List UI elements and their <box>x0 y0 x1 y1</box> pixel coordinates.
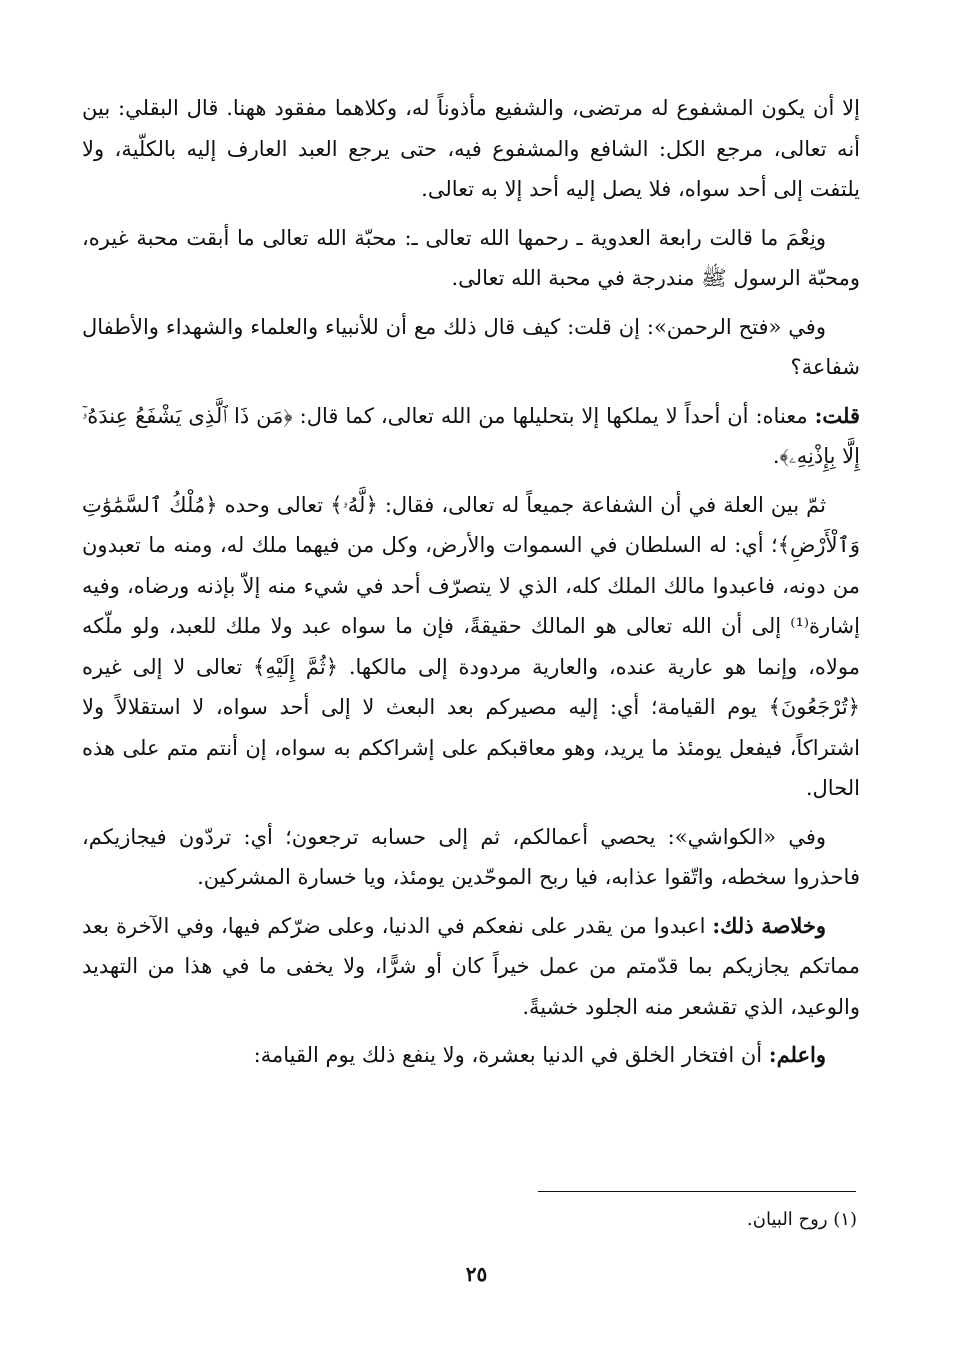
paragraph-illa: ثمّ بين العلة في أن الشفاعة جميعاً له تعالى، فقال: ﴿لَّهُۥ﴾ تعالى وحده ﴿مُلْكُ ٱلسَّمَٰوَٰتِ وَٱلْأَرْضِ﴾؛ أي: له السلطان في السموات والأرض، وكل من فيهما ملك له، ومنه ما تعبدون من دونه، فاعبدوا مالك الملك كله، الذي لا يتصرّف أحد في شيء منه إلاّ بإذنه ورضاه، وفيه إشارة⁽¹⁾ إلى أن الله تعالى هو المالك حقيقةً، فإن ما سواه عبد ولا ملك للعبد، ولو ملّكه مولاه، وإنما هو عارية عنده، والعارية مردودة إلى مالكها. ﴿ثُمَّ إِلَيْهِ﴾ تعالى لا إلى غيره ﴿تُرْجَعُونَ﴾ يوم القيامة؛ أي: إليه مصيركم بعد البعث لا إلى أحد سواه، لا استقلالاً ولا اشتراكاً، فيفعل يومئذ ما يريد، وهو معاقبكم على إشراككم به سواه، إن أنتم متم على هذه الحال. <box>82 492 860 800</box>
paragraph-khulasa <box>82 906 860 1028</box>
qult-label: قلت: <box>814 402 860 428</box>
khulasa-label: وخلاصة ذلك: <box>712 912 826 938</box>
footnote-separator <box>538 1191 856 1192</box>
khulasa-text: اعبدوا من يقدر على نفعكم في الدنيا، وعلى ضرّكم فيها، وفي الآخرة بعد مماتكم يجازيكم بما قدّمتم من عمل خيراً كان أو شرًّا، ولا يخفى ما في هذا من التهديد والوعيد، الذي تقشعر منه الجلود خشيةً. <box>82 913 860 1019</box>
footnote-text: روح البيان. <box>747 1209 828 1230</box>
paragraph-qult <box>82 396 860 477</box>
paragraph-waalam <box>82 1035 860 1076</box>
main-text <box>82 88 860 1084</box>
qult-text: معناه: أن أحداً لا يملكها إلا بتحليلها من الله تعالى، كما قال: ﴿مَن ذَا ٱلَّذِى يَشْفَعُ عِندَهُۥٓ إِلَّا بِإِذْنِهِۦ﴾. <box>82 403 860 468</box>
waalam-label: واعلم: <box>768 1042 826 1067</box>
footnote <box>747 1205 857 1235</box>
paragraph-rabia: ونِعْمَ ما قالت رابعة العدوية ـ رحمها الله تعالى ـ: محبّة الله تعالى ما أبقت محبة غيره، ومحبّة الرسول ﷺ مندرجة في محبة الله تعالى. <box>82 225 860 290</box>
paragraph-kawashi: وفي «الكواشي»: يحصي أعمالكم، ثم إلى حسابه ترجعون؛ أي: تردّون فيجازيكم، فاحذروا سخطه، واتّقوا عذابه، فيا ربح الموحّدين يومئذ، ويا خسارة المشركين. <box>82 824 860 889</box>
waalam-text: أن افتخار الخلق في الدنيا بعشرة، ولا ينفع ذلك يوم القيامة: <box>253 1043 763 1067</box>
paragraph-intercession: إلا أن يكون المشفوع له مرتضى، والشفيع مأذوناً له، وكلاهما مفقود ههنا. قال البقلي: بين أنه تعالى، مرجع الكل: الشافع والمشفوع فيه، حتى يرجع العبد العارف إليه بالكلّية، ولا يلتفت إلى أحد سواه، فلا يصل إليه أحد إلا به تعالى. <box>82 96 860 201</box>
footnote-marker: (١) <box>833 1209 857 1230</box>
page-number: ٢٥ <box>465 1262 488 1286</box>
paragraph-fath-al-rahman: وفي «فتح الرحمن»: إن قلت: كيف قال ذلك مع أن للأنبياء والعلماء والشهداء والأطفال شفاعة؟ <box>82 314 860 379</box>
